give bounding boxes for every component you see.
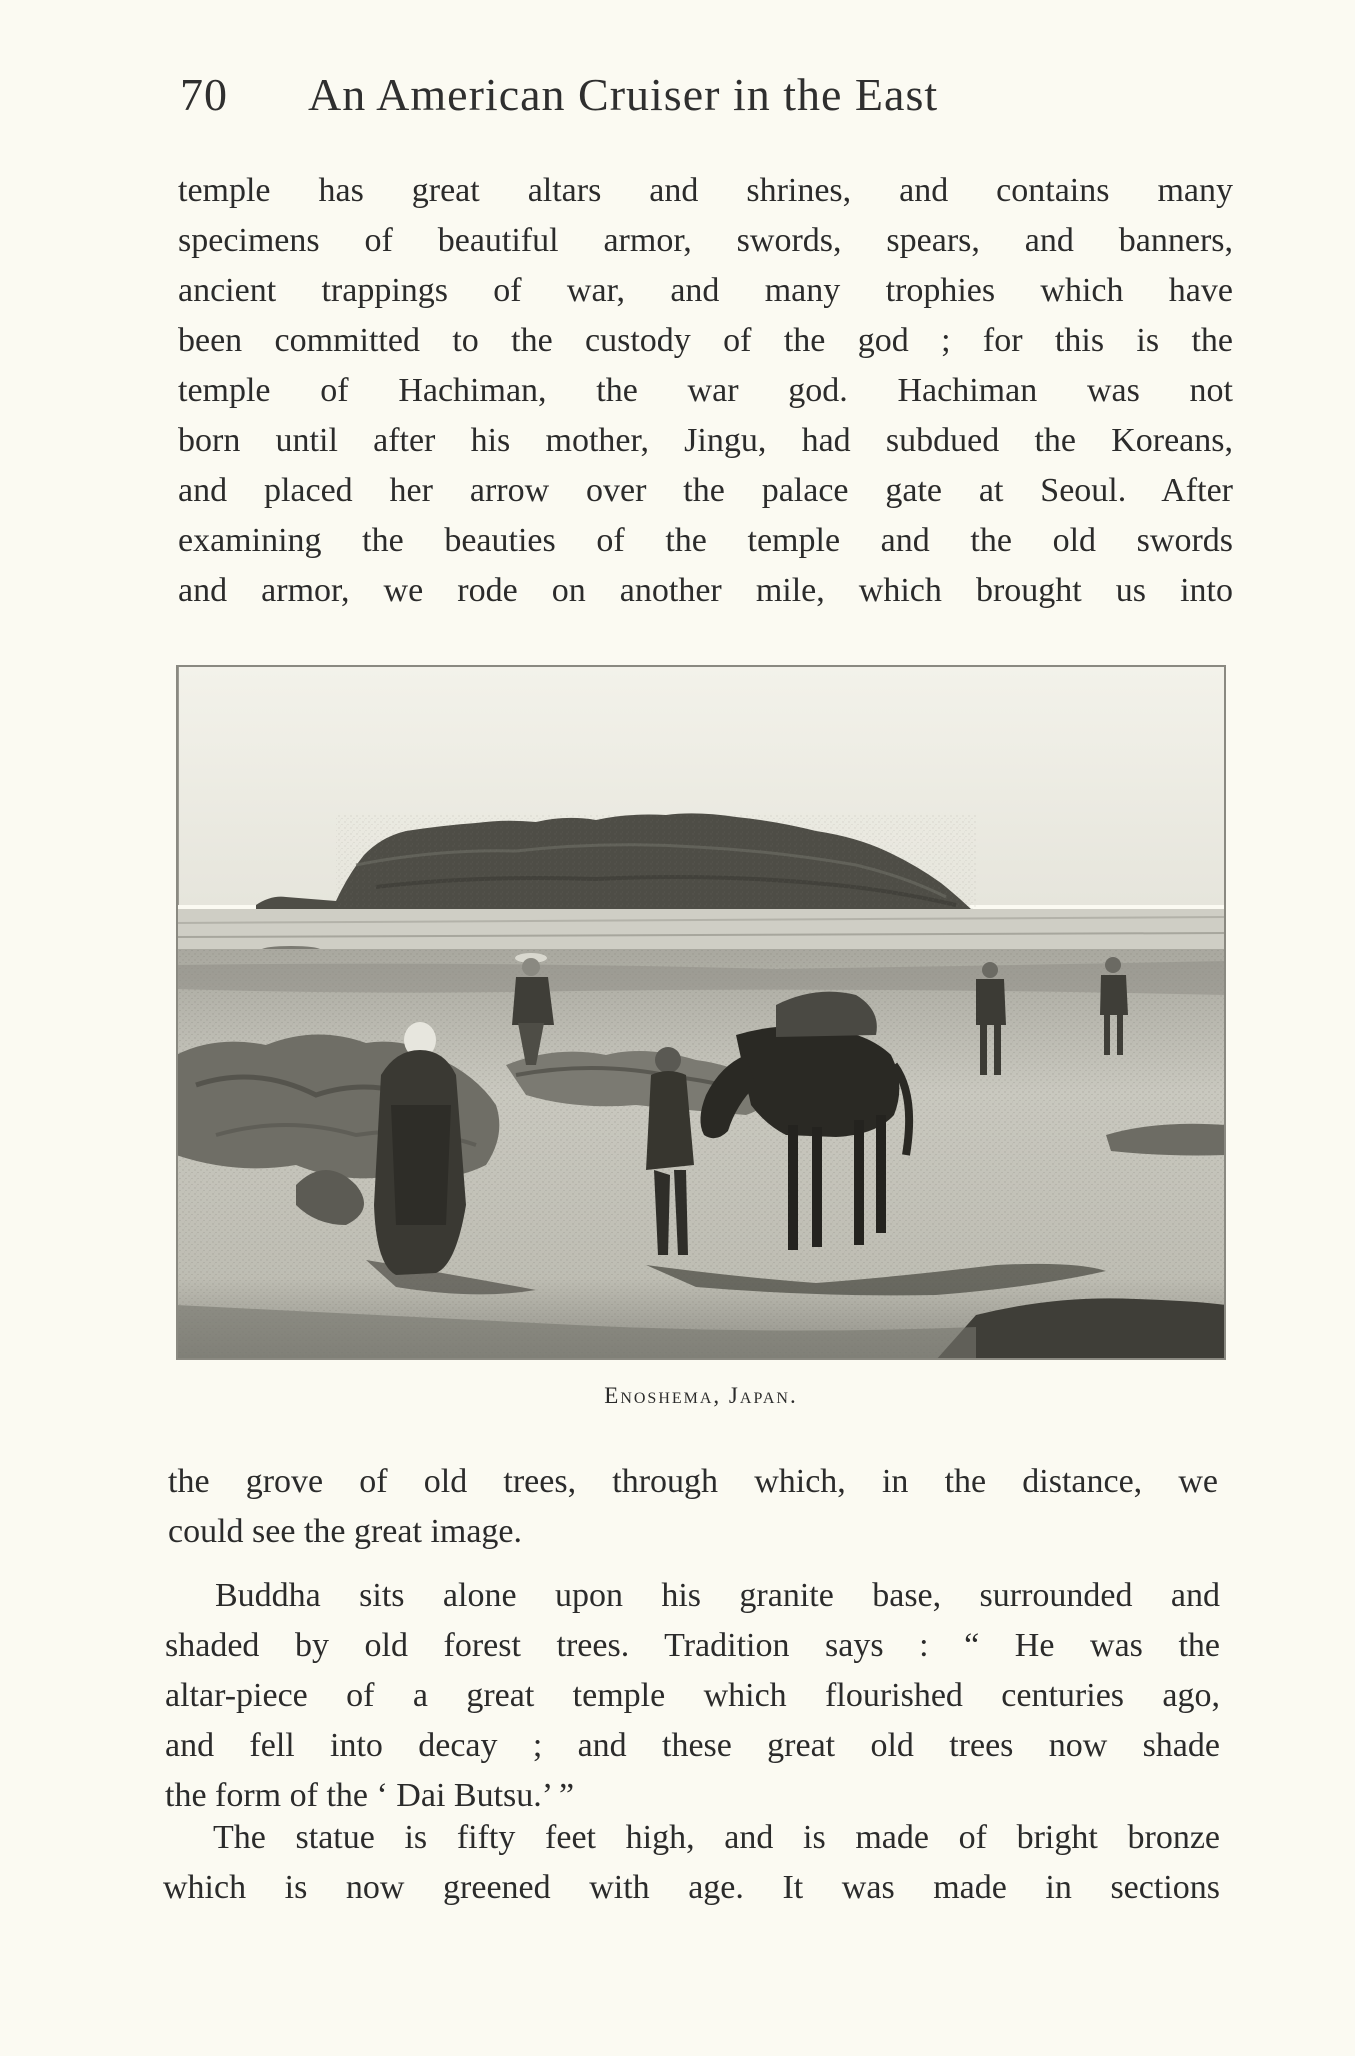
page-number: 70 xyxy=(180,69,228,120)
text-line: ancient trappings of war, and many trophies which have xyxy=(178,272,1233,309)
text-line: the grove of old trees, through which, in the distance, we xyxy=(168,1463,1218,1500)
text-line: The statue is fifty feet high, and is made of bright bronze xyxy=(213,1819,1220,1856)
paragraph-statue xyxy=(163,1813,1220,1913)
text-line: altar-piece of a great temple which flourished centuries ago, xyxy=(165,1677,1220,1714)
text-line: specimens of beautiful armor, swords, spears, and banners, xyxy=(178,222,1233,259)
text-line: been committed to the custody of the god ; for this is the xyxy=(178,322,1233,359)
paragraph-top xyxy=(178,166,1233,616)
photograph-enoshima xyxy=(176,665,1226,1360)
text-line: which is now greened with age. It was made in sections xyxy=(163,1869,1220,1906)
text-line: temple of Hachiman, the war god. Hachiman was not xyxy=(178,372,1233,409)
text-line: born until after his mother, Jingu, had subdued the Koreans, xyxy=(178,422,1233,459)
photograph-illustration xyxy=(176,665,1226,1360)
text-line: and placed her arrow over the palace gate at Seoul. After xyxy=(178,472,1233,509)
text-line: and fell into decay ; and these great old trees now shade xyxy=(165,1727,1220,1764)
text-line: shaded by old forest trees. Tradition says : “ He was the xyxy=(165,1627,1220,1664)
text-line: temple has great altars and shrines, and contains many xyxy=(178,172,1233,209)
figure-caption: Enoshema, Japan. xyxy=(604,1383,798,1408)
text-line: the form of the ‘ Dai Butsu.’ ” xyxy=(165,1777,575,1814)
paragraph-continuation xyxy=(168,1457,1218,1557)
running-title: An American Cruiser in the East xyxy=(308,69,939,120)
water xyxy=(176,909,1226,949)
text-line: Buddha sits alone upon his granite base, surrounded and xyxy=(215,1577,1220,1614)
text-line: and armor, we rode on another mile, which brought us into xyxy=(178,572,1233,609)
paragraph-buddha xyxy=(165,1571,1220,1821)
running-head xyxy=(180,68,1160,128)
text-line: could see the great image. xyxy=(168,1513,523,1550)
text-line: examining the beauties of the temple and the old swords xyxy=(178,522,1233,559)
